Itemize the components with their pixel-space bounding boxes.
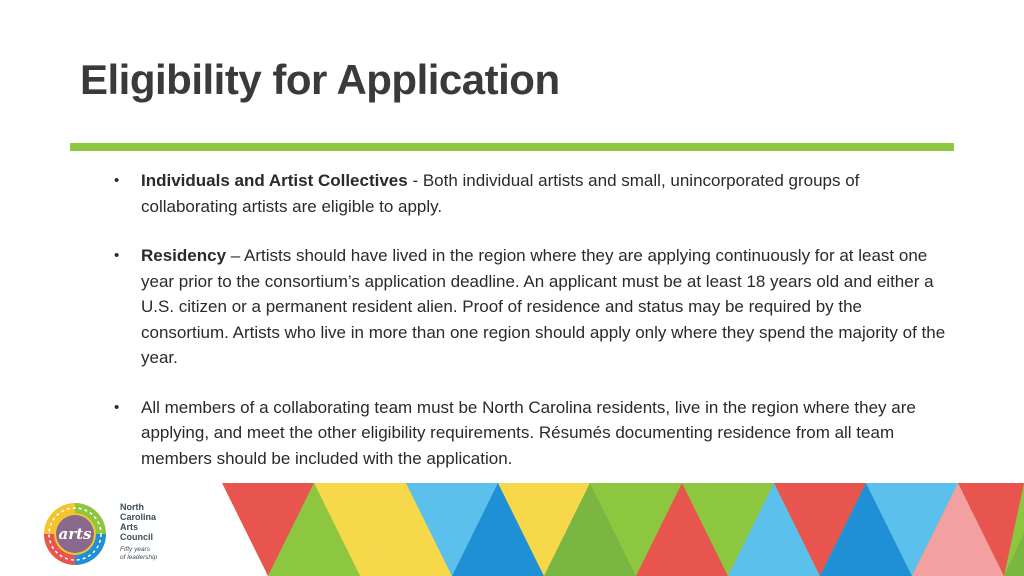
bullet-text: All members of a collaborating team must be North Carolina residents, live in the region where they are applying, and meet the other eligibility requirements. Résumés documenting residence from all team members should be included with the application.: [141, 397, 916, 468]
bullet-marker: •: [114, 172, 120, 189]
logo-name: North Carolina Arts Council: [120, 502, 157, 542]
decorative-triangle-band: [222, 483, 1024, 576]
bullet-residency: [114, 243, 954, 371]
bullet-text: – Artists should have lived in the region where they are applying continuously for at least one year prior to the consortium’s application deadline. An applicant must be at least 18 years old and either a U.S. citizen or a permanent resident alien. Proof of residence and status may be required by the consortium. Artists who live in more than one region should apply only where they spend the majority of the year.: [141, 246, 946, 367]
bullet-individuals: [114, 168, 954, 219]
bullet-marker: •: [114, 247, 120, 264]
title-underline-rule: [70, 143, 954, 151]
bullet-team-members: [114, 395, 954, 472]
nc-arts-council-logo-icon: [40, 499, 110, 569]
bullet-lead: Residency: [141, 246, 227, 265]
slide-title: Eligibility for Application: [80, 56, 560, 103]
logo-tagline: Fifty years of leadership: [120, 546, 158, 561]
logo-mark-text: arts: [58, 525, 92, 543]
bullet-marker: •: [114, 398, 120, 416]
bullet-list: [114, 168, 954, 495]
bullet-lead: Individuals and Artist Collectives: [141, 171, 408, 190]
bullet-text: - Both individual artists and small, unincorporated groups of collaborating artists are eligible to apply.: [141, 171, 860, 216]
